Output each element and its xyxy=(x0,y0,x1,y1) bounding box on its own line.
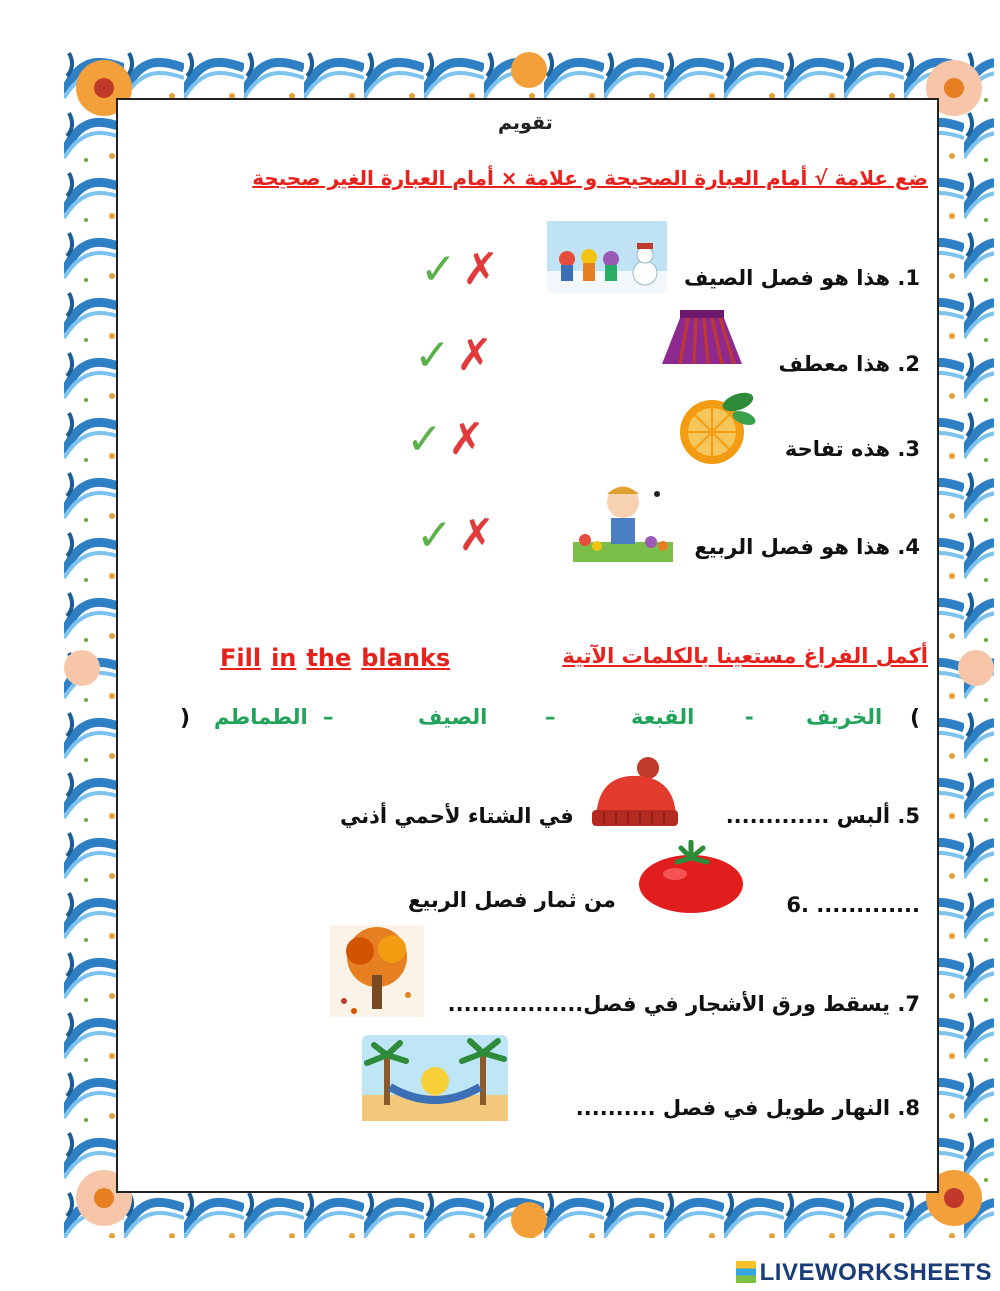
answer-marks-4 xyxy=(416,510,495,561)
word-bank-item: الخريف xyxy=(806,705,883,729)
word-bank-separator: - xyxy=(745,705,754,729)
word-bank-close-paren: ) xyxy=(180,706,191,731)
autumn-tree-icon xyxy=(330,925,424,1017)
check-mark-icon[interactable]: ✓ xyxy=(406,414,443,465)
question-8 xyxy=(576,1096,920,1120)
answer-marks-1 xyxy=(420,244,499,295)
word-bank-item: الصيف xyxy=(418,705,488,729)
cross-mark-icon[interactable]: ✗ xyxy=(455,330,493,381)
question-text[interactable]: يسقط ورق الأشجار في فصل................. xyxy=(447,992,891,1016)
word-bank-separator: – xyxy=(323,705,334,729)
word-bank-separator: – xyxy=(545,705,556,729)
title-word: the xyxy=(306,644,352,672)
question-text: هذا هو فصل الصيف xyxy=(683,266,891,290)
instruction-text: ضع علامة √ أمام العبارة الصحيحة و علامة × أمام العبارة الغير صحيحة xyxy=(252,166,928,190)
orange-icon xyxy=(676,388,758,466)
question-2 xyxy=(779,352,920,376)
cross-mark-icon[interactable]: ✗ xyxy=(447,414,485,465)
question-number: 6. xyxy=(786,893,809,917)
skirt-icon xyxy=(660,308,744,366)
logo-blocks-icon xyxy=(736,1261,756,1283)
question-number: 8. xyxy=(897,1096,920,1120)
fill-in-blanks-title xyxy=(220,644,460,672)
answer-marks-3 xyxy=(406,414,485,465)
question-6-text-end: من ثمار فصل الربيع xyxy=(408,888,616,912)
title-word: blanks xyxy=(361,644,451,672)
question-5 xyxy=(726,804,920,828)
check-mark-icon[interactable]: ✓ xyxy=(416,510,453,561)
question-text[interactable]: ألبس ............. xyxy=(725,804,891,828)
question-4 xyxy=(694,535,920,559)
question-1 xyxy=(684,266,920,290)
question-number: 4. xyxy=(897,535,920,559)
question-text[interactable]: النهار طويل في فصل .......... xyxy=(575,1096,891,1120)
question-number: 7. xyxy=(897,992,920,1016)
page-title: تقويم xyxy=(498,112,553,134)
liveworksheets-logo xyxy=(736,1259,992,1287)
cross-mark-icon[interactable]: ✗ xyxy=(461,244,499,295)
question-number: 2. xyxy=(897,352,920,376)
question-text: هذا هو فصل الربيع xyxy=(694,535,891,559)
red-wool-hat-icon xyxy=(588,756,680,828)
footer-brand-text: LIVEWORKSHEETS xyxy=(759,1259,992,1286)
question-number: 5. xyxy=(897,804,920,828)
title-word: in xyxy=(271,644,297,672)
question-text: هذه تفاحة xyxy=(784,437,891,461)
question-6 xyxy=(786,893,920,917)
question-text: هذا معطف xyxy=(778,352,891,376)
word-bank-item: الطماطم xyxy=(214,705,308,729)
question-text[interactable]: ............. xyxy=(816,893,920,917)
question-3 xyxy=(785,437,920,461)
word-bank-open-paren: ( xyxy=(910,706,921,731)
cross-mark-icon[interactable]: ✗ xyxy=(457,510,495,561)
check-mark-icon[interactable]: ✓ xyxy=(420,244,457,295)
winter-children-snowman-icon xyxy=(547,221,667,293)
question-7 xyxy=(448,992,920,1016)
title-word: Fill xyxy=(220,644,262,672)
question-number: 3. xyxy=(897,437,920,461)
question-number: 1. xyxy=(897,266,920,290)
answer-marks-2 xyxy=(414,330,493,381)
tomato-icon xyxy=(637,840,747,914)
spring-boy-flowers-icon xyxy=(573,480,673,562)
fill-in-blanks-arabic-title: أكمل الفراغ مستعينا بالكلمات الآتية xyxy=(562,644,928,668)
check-mark-icon[interactable]: ✓ xyxy=(414,330,451,381)
word-bank-item: القبعة xyxy=(631,705,695,729)
beach-sun-hammock-icon xyxy=(362,1035,508,1121)
question-5-text-end: في الشتاء لأحمي أذني xyxy=(340,804,574,828)
